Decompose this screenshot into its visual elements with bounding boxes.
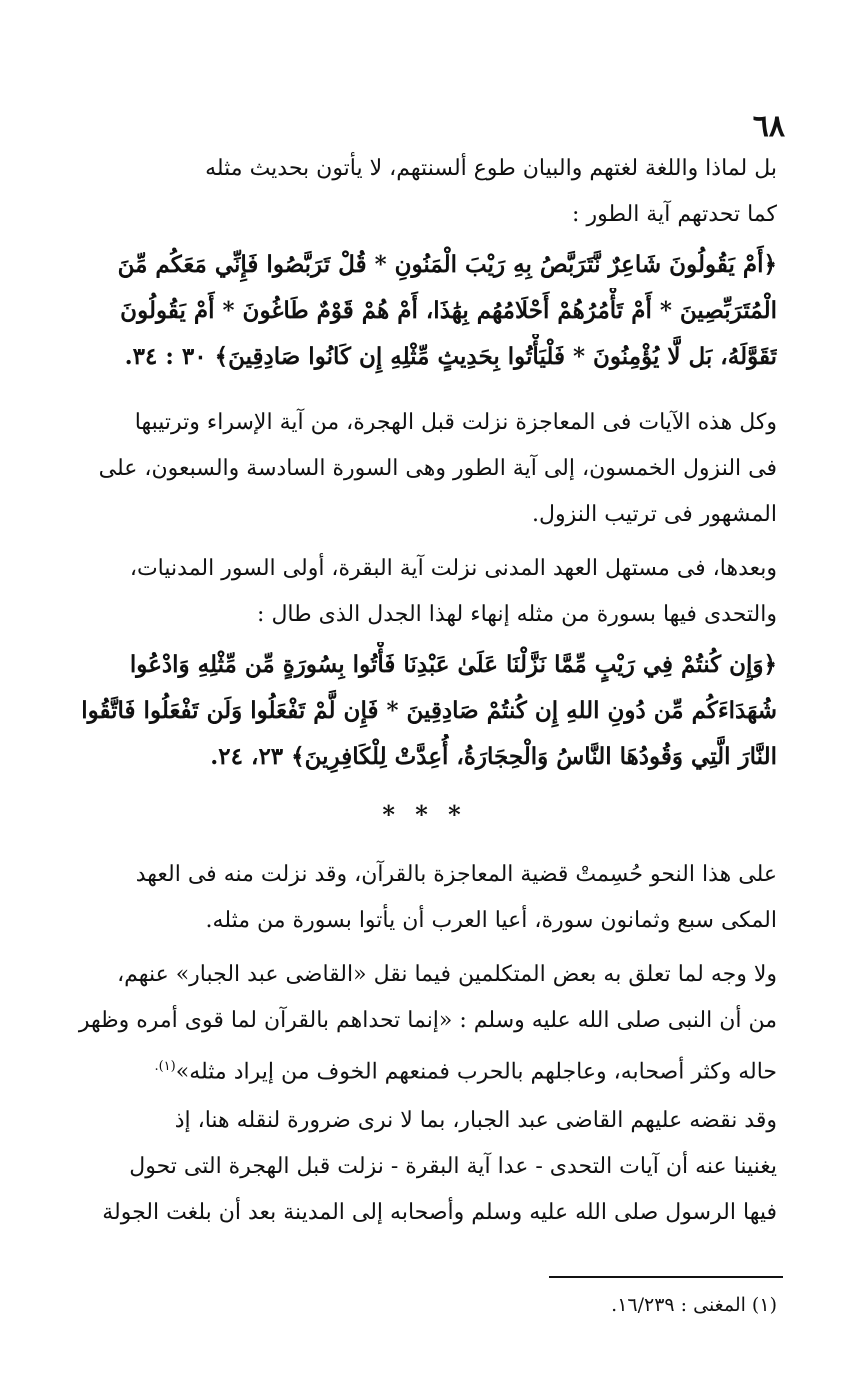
section-separator: * * * bbox=[382, 800, 467, 829]
verse-line: تَقَوَّلَهُ، بَل لَّا يُؤْمِنُونَ * فَلْيَأْتُوا بِحَدِيثٍ مِّثْلِهِ إِن كَانُوا صَادِقِينَ﴾ ٣٠ : ٣٤. bbox=[124, 343, 777, 370]
text-line: المكى سبع وثمانون سورة، أعيا العرب أن يأتوا بسورة من مثله. bbox=[205, 908, 777, 933]
quran-verse-baqara bbox=[72, 642, 777, 780]
footnote-rule bbox=[549, 1276, 783, 1278]
footnote-marker: (١). bbox=[154, 1059, 176, 1074]
paragraph-challenge-settled bbox=[72, 852, 777, 944]
text-line: وكل هذه الآيات فى المعاجزة نزلت قبل الهجرة، من آية الإسراء وترتيبها bbox=[134, 410, 777, 435]
text-line: فى النزول الخمسون، إلى آية الطور وهى السورة السادسة والسبعون، على bbox=[98, 456, 777, 481]
text-line: وقد نقضه عليهم القاضى عبد الجبار، بما لا نرى ضرورة لنقله هنا، إذ bbox=[174, 1108, 777, 1133]
text-line-with-note bbox=[72, 1044, 777, 1090]
paragraph-refutation bbox=[72, 1098, 777, 1236]
paragraph-revelation-order bbox=[72, 400, 777, 538]
text-line: من أن النبى صلى الله عليه وسلم : «إنما تحداهم بالقرآن لما قوى أمره وظهر bbox=[78, 1008, 777, 1033]
quran-verse-tur bbox=[72, 242, 777, 380]
text-line: المشهور فى ترتيب النزول. bbox=[532, 502, 777, 527]
text-segment: حاله وكثر أصحابه، وعاجلهم بالحرب فمنعهم الخوف من إيراد مثله» bbox=[175, 1059, 777, 1085]
paragraph-mutakallimun bbox=[72, 952, 777, 1090]
text-line: وبعدها، فى مستهل العهد المدنى نزلت آية البقرة، أولى السور المدنيات، bbox=[129, 556, 777, 581]
text-line: كما تحدتهم آية الطور : bbox=[572, 202, 777, 227]
verse-line: ﴿أَمْ يَقُولُونَ شَاعِرٌ نَّتَرَبَّصُ بِهِ رَيْبَ الْمَنُونِ * قُلْ تَرَبَّصُوا فَإِنِّي مَعَكُم مِّنَ bbox=[117, 251, 777, 278]
paragraph-intro bbox=[72, 146, 777, 238]
page-number: ٦٨ bbox=[752, 109, 785, 144]
verse-line: الْمُتَرَبِّصِينَ * أَمْ تَأْمُرُهُمْ أَحْلَامُهُم بِهَٰذَا، أَمْ هُمْ قَوْمٌ طَاغُونَ * أَمْ يَقُولُونَ bbox=[120, 297, 777, 324]
verse-line: النَّارَ الَّتِي وَقُودُهَا النَّاسُ وَالْحِجَارَةُ، أُعِدَّتْ لِلْكَافِرِينَ﴾ ٢٣، ٢٤. bbox=[210, 743, 777, 770]
text-line: ولا وجه لما تعلق به بعض المتكلمين فيما نقل «القاضى عبد الجبار» عنهم، bbox=[117, 962, 777, 987]
text-line: فيها الرسول صلى الله عليه وسلم وأصحابه إلى المدينة بعد أن بلغت الجولة bbox=[102, 1200, 777, 1225]
paragraph-medina-era bbox=[72, 546, 777, 638]
text-line: بل لماذا واللغة لغتهم والبيان طوع ألسنتهم، لا يأتون بحديث مثله bbox=[205, 156, 777, 181]
text-line: يغنينا عنه أن آيات التحدى - عدا آية البقرة - نزلت قبل الهجرة التى تحول bbox=[129, 1154, 777, 1179]
text-line: على هذا النحو حُسِمتْ قضية المعاجزة بالقرآن، وقد نزلت منه فى العهد bbox=[135, 862, 777, 887]
verse-line: شُهَدَاءَكُم مِّن دُونِ اللهِ إِن كُنتُمْ صَادِقِينَ * فَإِن لَّمْ تَفْعَلُوا وَلَن تَفْعَلُوا فَاتَّقُوا bbox=[81, 697, 777, 724]
footnote: (١) المغنى : ١٦/٢٣٩. bbox=[611, 1294, 777, 1316]
text-line: والتحدى فيها بسورة من مثله إنهاء لهذا الجدل الذى طال : bbox=[257, 602, 777, 627]
verse-line: ﴿وَإِن كُنتُمْ فِي رَيْبٍ مِّمَّا نَزَّلْنَا عَلَىٰ عَبْدِنَا فَأْتُوا بِسُورَةٍ مِّن مِّثْلِهِ وَادْعُوا bbox=[129, 651, 777, 678]
